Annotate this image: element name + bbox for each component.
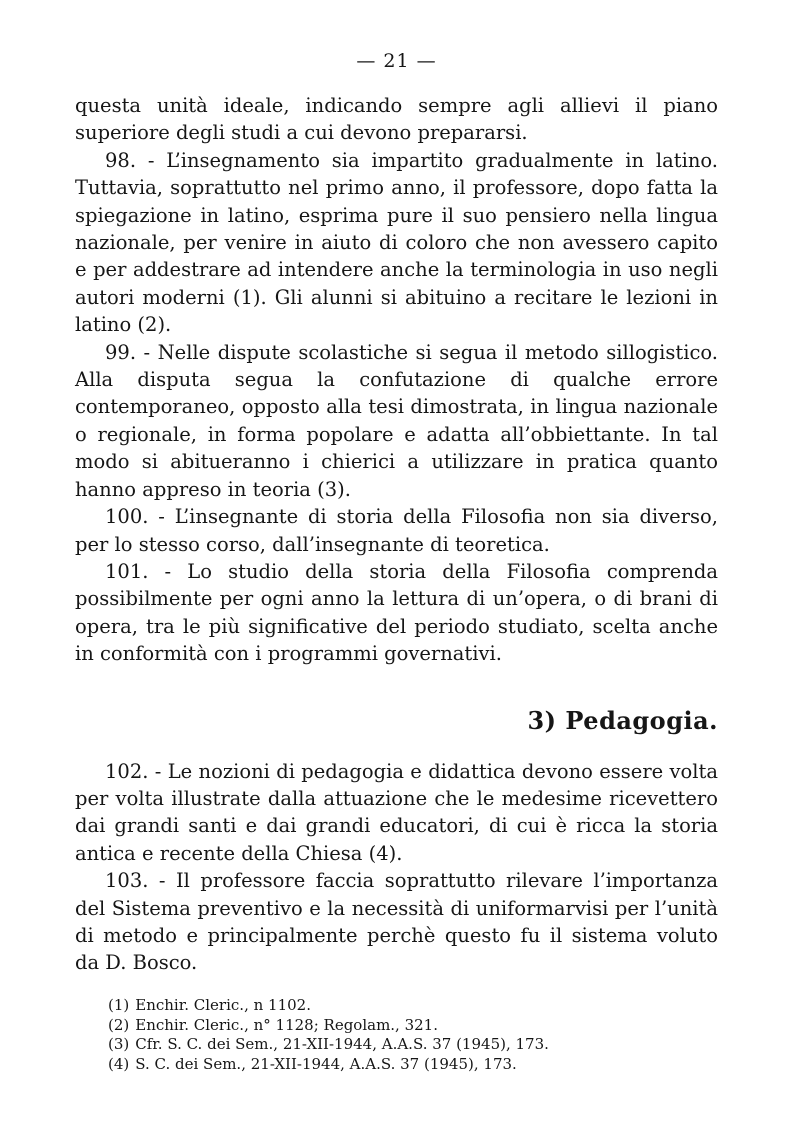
- footnote-2: [108, 1016, 718, 1036]
- footnote-number: (4): [108, 1054, 130, 1073]
- footnote-text: Enchir. Cleric., n 1102.: [135, 996, 311, 1014]
- paragraph-101: 101. - Lo studio della storia della Filosofia comprenda possibilmente per ogni anno la lettura di un’opera, o di brani di opera, tra le più significative del periodo studiato, scelta anche in conformità con i programmi governativi.: [75, 559, 718, 666]
- footnote-3: [108, 1035, 718, 1055]
- paragraph-continuation: questa unità ideale, indicando sempre agli allievi il piano superiore degli studi a cui devono prepararsi.: [75, 94, 718, 145]
- section-heading: 3) Pedagogia.: [527, 705, 718, 735]
- footnote-number: (3): [108, 1035, 130, 1053]
- footnotes: [108, 996, 718, 1074]
- paragraph-98: 98. - L’insegnamento sia impartito gradualmente in latino. Tuttavia, soprattutto nel primo anno, il professore, dopo fatta la spiegazione in latino, esprima pure il suo pensiero nella lingua nazionale, per venire in aiuto di coloro che non avessero capito e per addestrare ad intendere anche la terminologia in uso negli autori moderni (1). Gli alunni si abituino a recitare le lezioni in latino (2).: [75, 148, 718, 337]
- footnote-text: Enchir. Cleric., n° 1128; Regolam., 321.: [135, 1015, 438, 1034]
- paragraph-99: 99. - Nelle dispute scolastiche si segua il metodo sillogistico. Alla disputa segua la confutazione di qualche errore contemporaneo, opposto alla tesi dimostrata, in lingua nazionale o regionale, in forma popolare e adatta all’obbiettante. In tal modo si abitueranno i chierici a utilizzare in pratica quanto hanno appreso in teoria (3).: [75, 340, 718, 501]
- footnote-text: Cfr. S. C. dei Sem., 21-XII-1944, A.A.S. 37 (1945), 173.: [135, 1035, 549, 1053]
- footnote-4: [108, 1055, 718, 1075]
- footnote-number: (2): [108, 1015, 130, 1034]
- page-number: — 21 —: [356, 50, 437, 72]
- paragraph-102: 102. - Le nozioni di pedagogia e didattica devono essere volta per volta illustrate dalla attuazione che le medesime ricevettero dai grandi santi e dai grandi educatori, di cui è ricca la storia antica e recente della Chiesa (4).: [75, 759, 718, 865]
- footnote-1: [108, 996, 718, 1016]
- footnote-text: S. C. dei Sem., 21-XII-1944, A.A.S. 37 (1945), 173.: [135, 1054, 517, 1073]
- paragraph-103: 103. - Il professore faccia soprattutto rilevare l’importanza del Sistema preventivo e la necessità di uniformarvisi per l’unità di metodo e principalmente perchè questo fu il sistema voluto da D. Bosco.: [75, 869, 718, 975]
- paragraph-100: 100. - L’insegnante di storia della Filosofia non sia diverso, per lo stesso corso, dall’insegnante di teoretica.: [75, 505, 718, 556]
- footnote-number: (1): [108, 996, 130, 1014]
- body-text: [75, 92, 718, 977]
